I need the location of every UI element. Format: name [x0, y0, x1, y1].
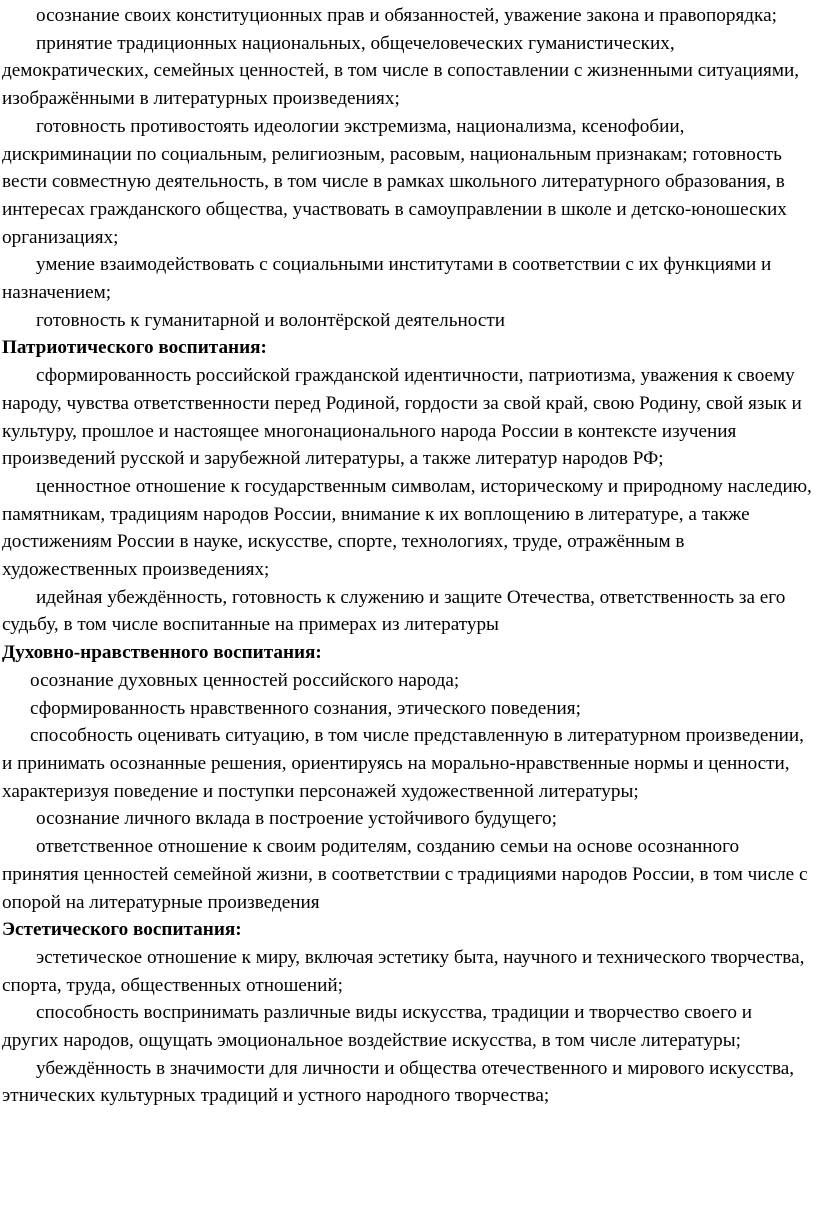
section-heading-patriotic: Патриотического воспитания:	[2, 337, 267, 359]
paragraph: идейная убеждённость, готовность к служению и защите Отечества, ответственность за его судьбу, в том числе воспитанные на примерах из литературы	[2, 586, 786, 636]
paragraph: готовность противостоять идеологии экстремизма, национализма, ксенофобии, дискриминации по социальным, религиозным, расовым, национальным признакам; готовность вести совместную деятельность, в том числе в рамках школьного литературного образования, в интересах гражданского общества, участвовать в самоуправлении в школе и детско-юношеских организациях;	[2, 115, 787, 248]
paragraph: умение взаимодействовать с социальными институтами в соответствии с их функциями и назначением;	[2, 254, 772, 304]
paragraph: эстетическое отношение к миру, включая эстетику быта, научного и технического творчества, спорта, труда, общественных отношений;	[2, 946, 805, 996]
paragraph: осознание духовных ценностей российского народа;	[30, 669, 460, 691]
paragraph: ответственное отношение к своим родителям, созданию семьи на основе осознанного принятия ценностей семейной жизни, в соответствии с традициями народов России, в том числе с опорой на литературные произведения	[2, 836, 808, 913]
paragraph: осознание личного вклада в построение устойчивого будущего;	[36, 808, 557, 830]
paragraph: принятие традиционных национальных, общечеловеческих гуманистических, демократических, семейных ценностей, в том числе в сопоставлении с жизненными ситуациями, изображёнными в литературных произведениях;	[2, 32, 800, 110]
paragraph: сформированность нравственного сознания, этического поведения;	[30, 697, 581, 719]
section-heading-aesthetic: Эстетического воспитания:	[2, 919, 242, 941]
paragraph: осознание своих конституционных прав и обязанностей, уважение закона и правопорядка;	[36, 5, 777, 26]
paragraph: готовность к гуманитарной и волонтёрской деятельности	[36, 309, 505, 331]
paragraph: убеждённость в значимости для личности и общества отечественного и мирового искусства, этнических культурных традиций и устного народного творчества;	[2, 1057, 795, 1107]
section-heading-spiritual-moral: Духовно-нравственного воспитания:	[2, 642, 322, 664]
paragraph: сформированность российской гражданской идентичности, патриотизма, уважения к своему народу, чувства ответственности перед Родиной, гордости за свой край, свою Родину, свой язык и культуру, прошлое и настоящее многонационального народа России в контексте изучения произведений русской и зарубежной литературы, а также литератур народов РФ;	[2, 365, 802, 470]
paragraph: ценностное отношение к государственным символам, историческому и природному наследию, памятникам, традициям народов России, внимание к их воплощению в литературе, а также достижениям России в науке, искусстве, спорте, технологиях, труде, отражённым в художественных произведениях;	[2, 475, 812, 581]
paragraph: способность воспринимать различные виды искусства, традиции и творчество своего и других народов, ощущать эмоциональное воздействие искусства, в том числе литературы;	[2, 1002, 753, 1052]
paragraph: способность оценивать ситуацию, в том числе представленную в литературном произведении, и принимать осознанные решения, ориентируясь на морально-нравственные нормы и ценности, характеризуя поведение и поступки персонажей художественной литературы;	[2, 725, 804, 802]
